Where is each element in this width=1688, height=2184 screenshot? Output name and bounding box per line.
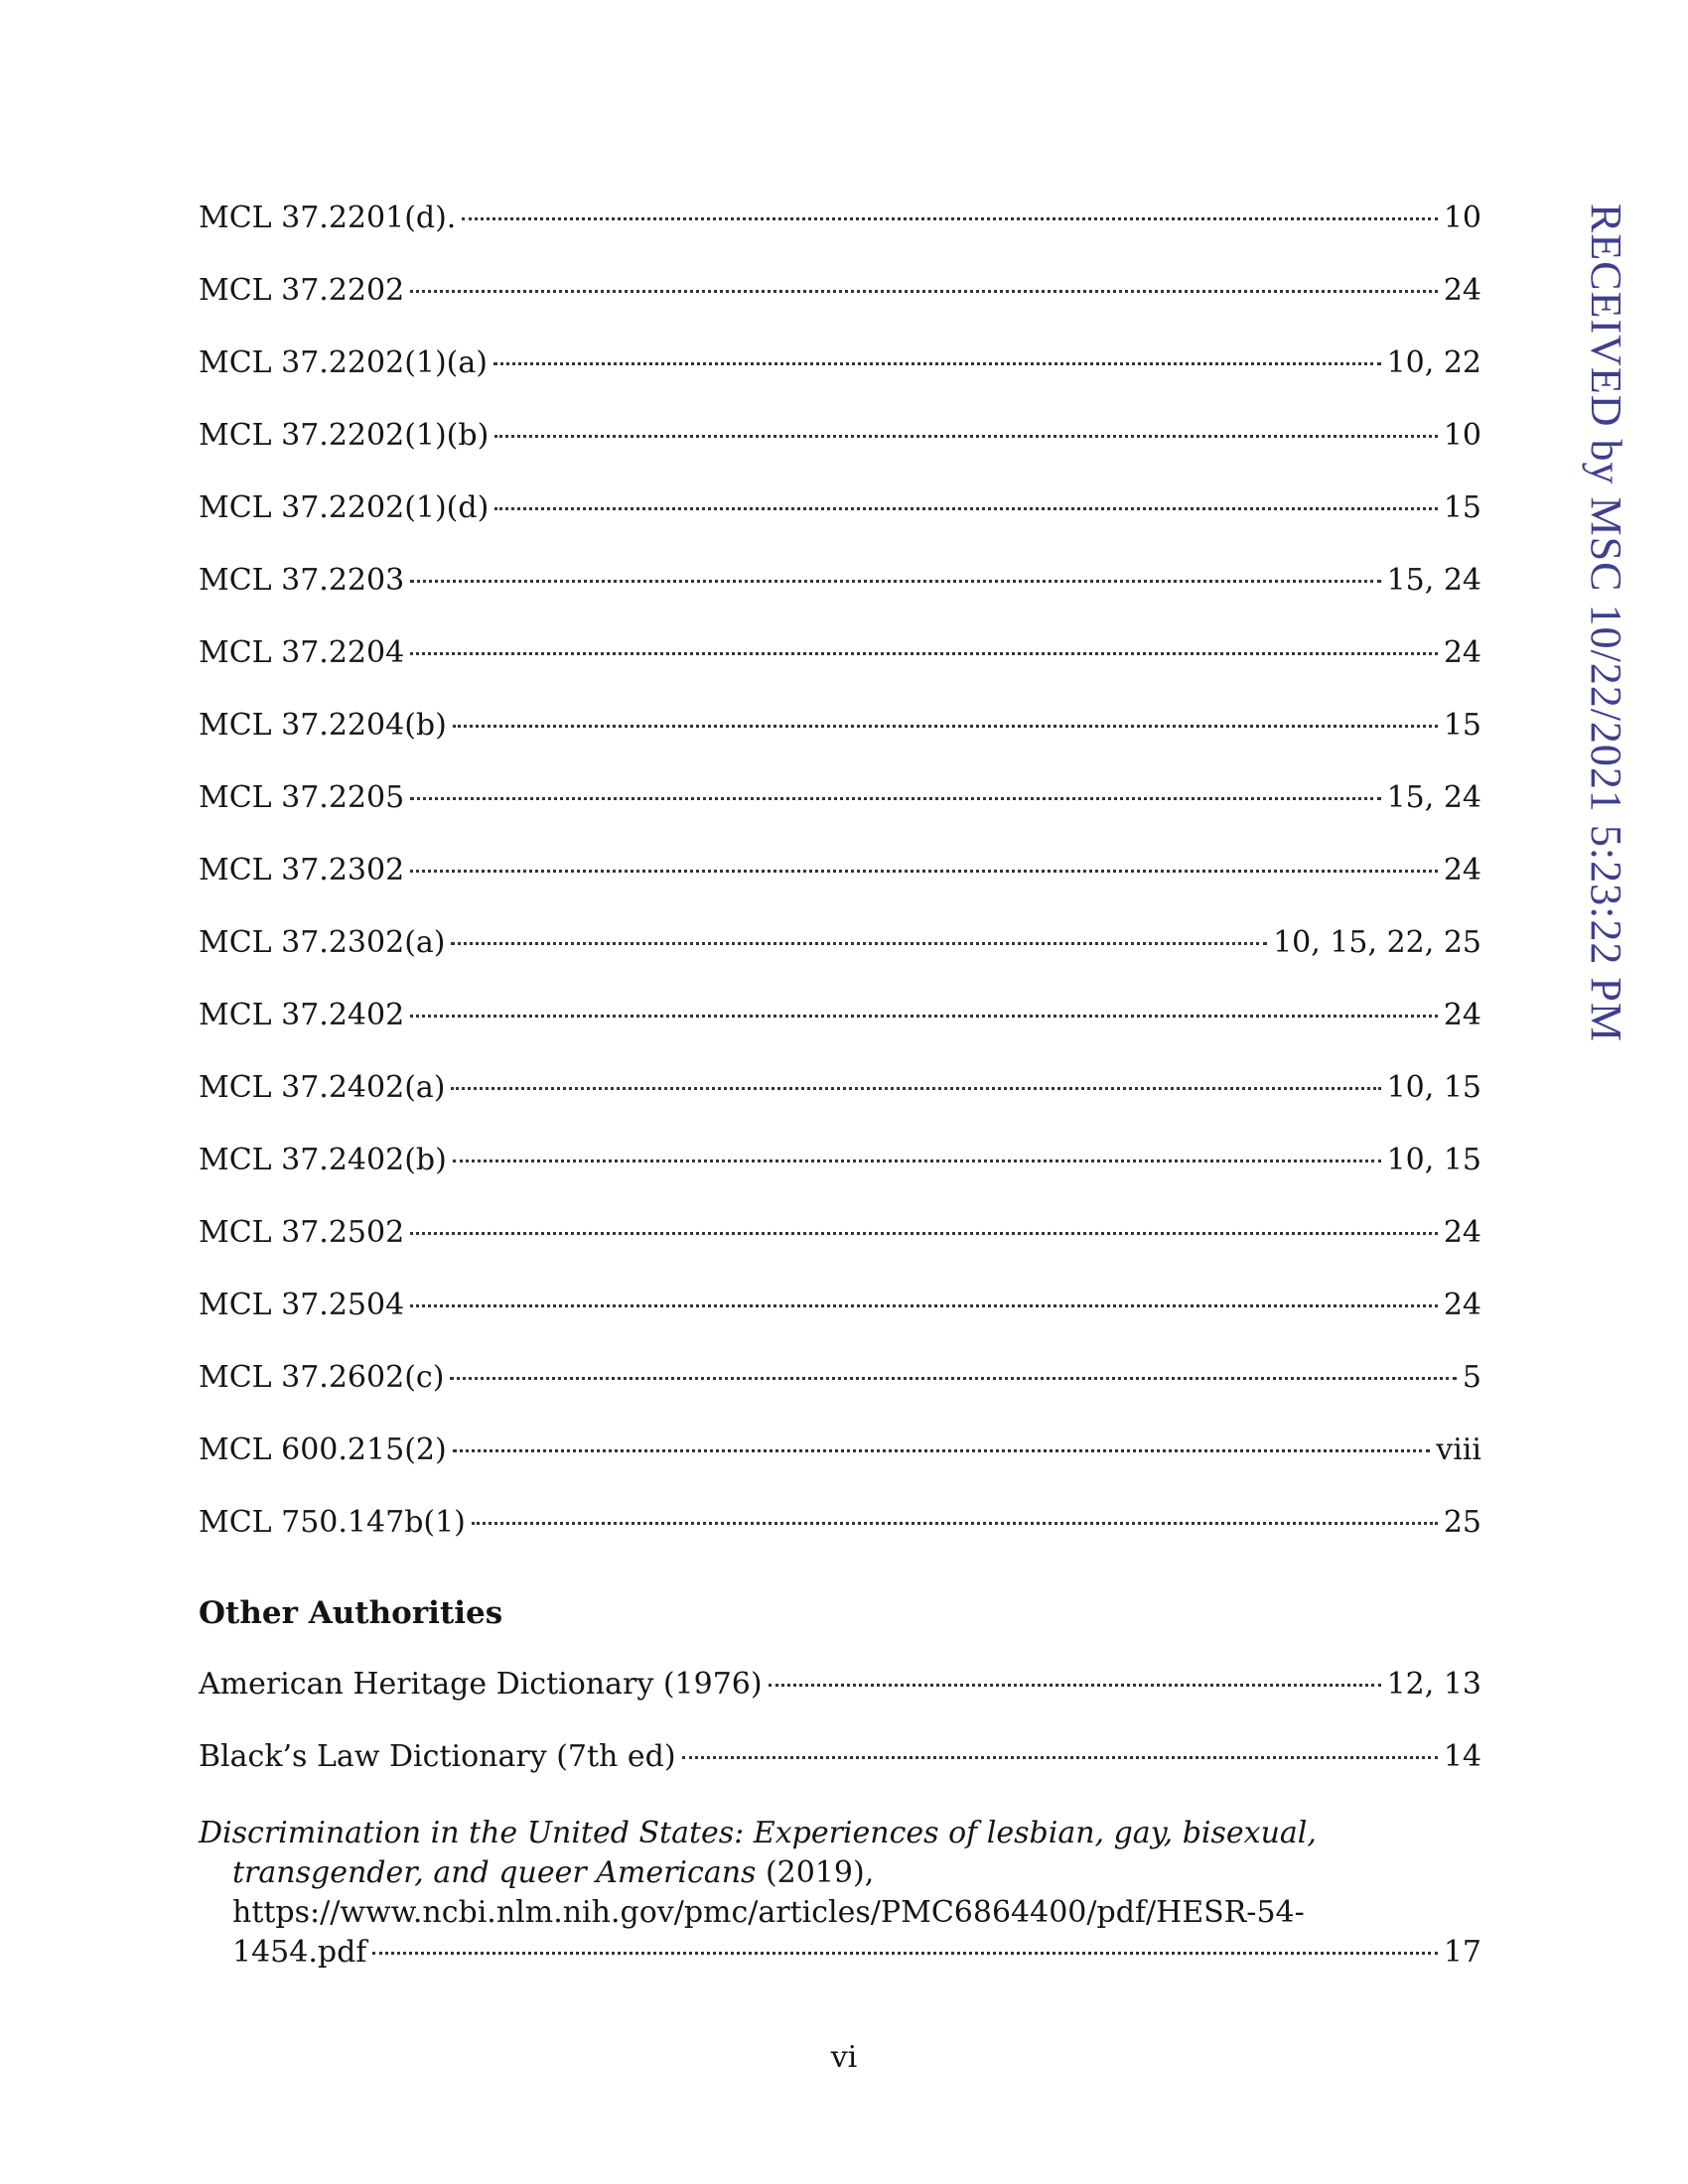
citation: MCL 37.2302 <box>199 853 405 887</box>
page-refs: 14 <box>1443 1739 1481 1774</box>
citation: MCL 37.2402(b) <box>199 1143 447 1177</box>
citation: MCL 37.2504 <box>199 1288 405 1322</box>
citation: MCL 37.2204(b) <box>199 708 447 743</box>
citation: MCL 750.147b(1) <box>199 1505 466 1540</box>
toc-entry <box>199 1358 1481 1431</box>
dot-leader <box>453 1449 1431 1452</box>
page-refs: 24 <box>1443 998 1481 1032</box>
citation: MCL 37.2203 <box>199 563 405 598</box>
dot-leader <box>493 362 1381 365</box>
toc-entry <box>199 1068 1481 1141</box>
dot-leader <box>451 1087 1380 1090</box>
toc-entry <box>199 706 1481 778</box>
dot-leader <box>410 797 1380 800</box>
discrimination-title-cont <box>199 1853 1481 1893</box>
page-refs: 10, 22 <box>1386 345 1481 380</box>
page-refs: 15 <box>1443 708 1481 743</box>
page-refs: 10, 15 <box>1386 1143 1481 1177</box>
toc-entry <box>199 1503 1481 1575</box>
page-refs: viii <box>1436 1433 1481 1467</box>
toc-entry <box>199 343 1481 416</box>
toc-entry <box>199 851 1481 923</box>
citation: MCL 37.2205 <box>199 780 405 815</box>
toc-entry <box>199 1665 1481 1737</box>
page-refs: 24 <box>1443 273 1481 308</box>
dot-leader <box>450 1377 1457 1380</box>
toc-entry <box>199 1737 1481 1810</box>
dot-leader <box>410 1232 1438 1235</box>
page-refs: 15 <box>1443 490 1481 525</box>
page-refs: 15, 24 <box>1386 563 1481 598</box>
dot-leader <box>682 1756 1438 1759</box>
citation: MCL 37.2202(1)(b) <box>199 418 490 453</box>
page-refs: 10 <box>1443 201 1481 235</box>
discrimination-url: https://www.ncbi.nlm.nih.gov/pmc/articles/PMC6864400/pdf/HESR-54- <box>232 1895 1305 1930</box>
toc-entry <box>199 1286 1481 1358</box>
dot-leader <box>494 435 1438 438</box>
page-refs: 5 <box>1462 1360 1481 1395</box>
discrimination-title-italic: transgender, and queer Americans <box>232 1855 757 1890</box>
page-refs: 25 <box>1443 1505 1481 1540</box>
dot-leader <box>453 725 1438 728</box>
other-authorities-list <box>199 1665 1481 1810</box>
toc-entry <box>199 633 1481 706</box>
page-refs: 24 <box>1443 635 1481 670</box>
citation: MCL 37.2202(1)(a) <box>199 345 488 380</box>
page-refs: 15, 24 <box>1386 780 1481 815</box>
citation: MCL 37.2602(c) <box>199 1360 445 1395</box>
citation: MCL 37.2402 <box>199 998 405 1032</box>
dot-leader <box>410 290 1438 293</box>
page-refs: 24 <box>1443 853 1481 887</box>
dot-leader <box>410 652 1438 655</box>
dot-leader <box>410 1304 1438 1307</box>
discrimination-year: (2019), <box>756 1855 875 1890</box>
discrimination-url-end: 1454.pdf <box>232 1935 367 1970</box>
citation: MCL 37.2202 <box>199 273 405 308</box>
page-refs: 10, 15 <box>1386 1070 1481 1105</box>
toc-entry <box>199 488 1481 561</box>
toc-entry <box>199 1141 1481 1213</box>
discrimination-title-line: Discrimination in the United States: Experiences of lesbian, gay, bisexual, <box>199 1816 1317 1850</box>
dot-leader <box>410 1015 1438 1018</box>
citation: MCL 37.2202(1)(d) <box>199 490 490 525</box>
citation: Black’s Law Dictionary (7th ed) <box>199 1739 676 1774</box>
toc-entry <box>199 996 1481 1068</box>
discrimination-pages: 17 <box>1443 1935 1481 1970</box>
toc-entry <box>199 1431 1481 1503</box>
page-refs: 24 <box>1443 1215 1481 1250</box>
dot-leader <box>769 1684 1381 1687</box>
toc-entry <box>199 778 1481 851</box>
received-stamp: RECEIVED by MSC 10/22/2021 5:23:22 PM <box>1582 204 1630 1042</box>
toc-entry <box>199 923 1481 996</box>
toc-entry <box>199 416 1481 488</box>
toc-entry <box>199 561 1481 633</box>
toc-entry <box>199 1213 1481 1286</box>
citation: MCL 37.2502 <box>199 1215 405 1250</box>
citation: MCL 37.2204 <box>199 635 405 670</box>
dot-leader <box>462 217 1437 220</box>
dot-leader <box>451 942 1267 945</box>
discrimination-url-end-row <box>199 1933 1481 1973</box>
table-of-authorities <box>199 199 1481 1973</box>
page-refs: 12, 13 <box>1386 1667 1481 1702</box>
citation: MCL 37.2302(a) <box>199 925 446 960</box>
toc-entry <box>199 199 1481 271</box>
dot-leader <box>410 580 1380 583</box>
citation: MCL 37.2402(a) <box>199 1070 446 1105</box>
citation: MCL 37.2201(d). <box>199 201 457 235</box>
citation: American Heritage Dictionary (1976) <box>199 1667 763 1702</box>
dot-leader <box>472 1522 1438 1525</box>
discrimination-entry <box>199 1814 1481 1973</box>
page-refs: 10, 15, 22, 25 <box>1273 925 1481 960</box>
statutes-list <box>199 199 1481 1575</box>
other-authorities-heading: Other Authorities <box>199 1595 503 1631</box>
toc-entry <box>199 271 1481 343</box>
dot-leader <box>453 1160 1381 1162</box>
dot-leader <box>494 507 1438 510</box>
page-refs: 24 <box>1443 1288 1481 1322</box>
dot-leader <box>372 1952 1437 1955</box>
page-refs: 10 <box>1443 418 1481 453</box>
page-number: vi <box>830 2040 858 2075</box>
dot-leader <box>410 870 1438 873</box>
citation: MCL 600.215(2) <box>199 1433 447 1467</box>
